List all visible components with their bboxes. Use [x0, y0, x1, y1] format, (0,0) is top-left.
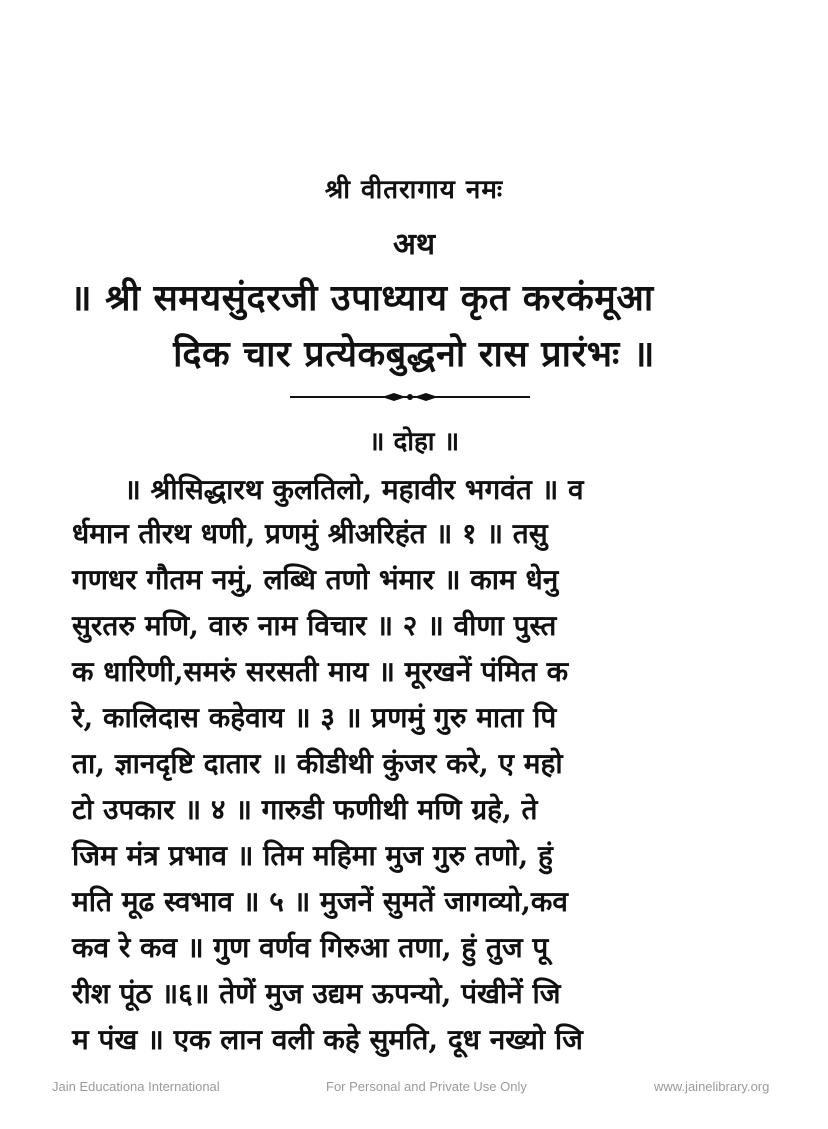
footer-website-link[interactable]: www.jainelibrary.org [654, 1079, 770, 1094]
atha-heading: अथ [392, 227, 436, 262]
footer-publisher: Jain Educationa International [52, 1079, 220, 1094]
page-footer [0, 1079, 828, 1099]
invocation-heading: श्री वीतरागाय नमः [324, 175, 504, 205]
title-line-2: दिक चार प्रत्येकबुद्धनो रास प्रारंभः ॥ [173, 333, 655, 375]
verse-line: रीश पूंठ ॥६॥ तेणें मुज उद्यम ऊपन्यो, पंखीनें जि [72, 977, 561, 1010]
verse-line: मति मूढ स्वभाव ॥ ५ ॥ मुजनें सुमतें जागव्यो,कव [72, 885, 568, 918]
verse-line: रे, कालिदास कहेवाय ॥ ३ ॥ प्रणमुं गुरु माता पि [72, 701, 557, 734]
verse-line: र्धमान तीरथ धणी, प्रणमुं श्रीअरिहंत ॥ १ ॥ तसु [72, 517, 548, 550]
verse-line: सुरतरु मणि, वारु नाम विचार ॥ २ ॥ वीणा पुस्त [72, 609, 557, 642]
verse-line: गणधर गौतम नमुं, लब्धि तणो भंमार ॥ काम धेनु [72, 563, 559, 596]
verse-line: क धारिणी,समरुं सरसती माय ॥ मूरखनें पंमित क [72, 655, 569, 688]
verse-line: ॥ श्रीसिद्धारथ कुलतिलो, महावीर भगवंत ॥ व [124, 473, 584, 506]
verse-line: म पंख ॥ एक लान वली कहे सुमति, दूध नख्यो जि [72, 1023, 583, 1056]
footer-usage-note: For Personal and Private Use Only [326, 1079, 527, 1094]
ornament-divider [290, 392, 530, 402]
verse-line: ता, ज्ञानदृष्टि दातार ॥ कीडीथी कुंजर करे, ए महो [72, 747, 563, 780]
verse-line: जिम मंत्र प्रभाव ॥ तिम महिमा मुज गुरु तणो, हुं [72, 839, 553, 872]
verse-line: टो उपकार ॥ ४ ॥ गारुडी फणीथी मणि ग्रहे, ते [72, 793, 538, 826]
title-line-1: ॥ श्री समयसुंदरजी उपाध्याय कृत करकंमूआ [70, 277, 654, 319]
section-heading: ॥ दोहा ॥ [368, 427, 460, 457]
verse-line: कव रे कव ॥ गुण वर्णव गिरुआ तणा, हुं तुज पू [72, 931, 549, 964]
